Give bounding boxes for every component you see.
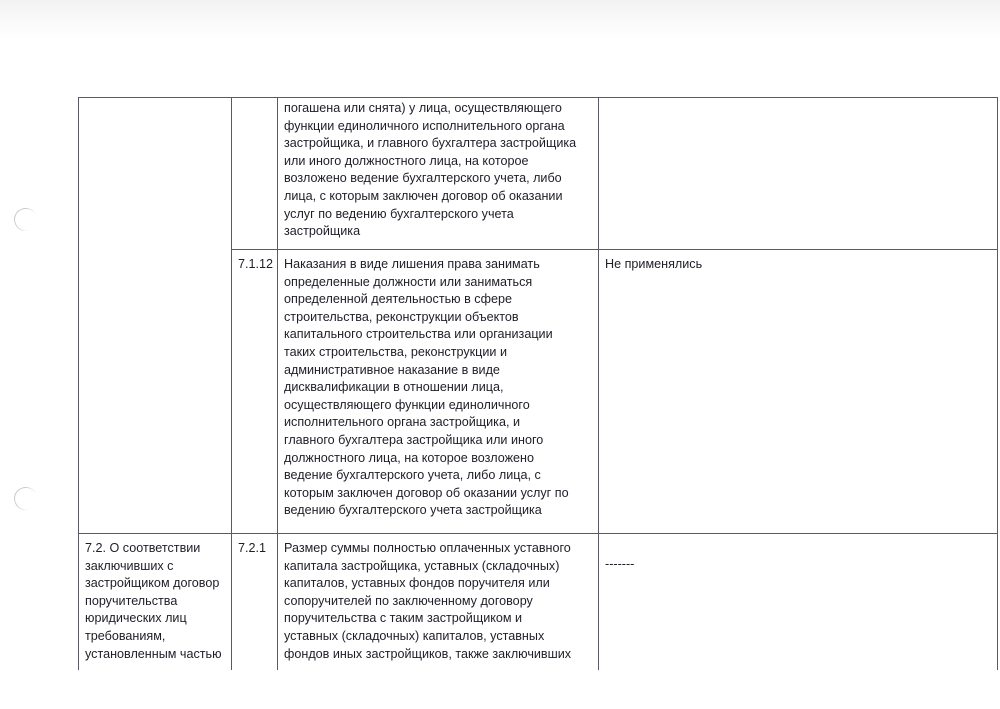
item-value [599,98,997,100]
item-number [232,98,277,100]
text-line: главного бухгалтера застройщика или иного [284,432,544,447]
text-line: Размер суммы полностью оплаченных уставного [284,541,571,555]
text-line: административное наказание в виде [284,362,500,377]
text-line: функции единоличного исполнительного органа [284,118,565,133]
item-value: Не применялись [605,257,703,271]
punch-hole-mark [11,205,40,234]
text-line: 7.2. О соответствии [85,541,201,555]
text-line: таких строительства, реконструкции и [284,344,507,359]
text-line: заключивших с [85,558,174,573]
section-cell-empty [79,98,232,534]
item-value-cell [599,250,998,534]
text-line: услуг по ведению бухгалтерского учета [284,206,514,221]
item-value-cell [599,534,998,670]
text-line: фондов иных застройщиков, также заключивших [284,646,572,661]
text-line: застройщика, и главного бухгалтера застройщика [284,136,577,151]
document-table [78,97,998,670]
text-line: ведению бухгалтерского учета застройщика [284,503,542,518]
text-line: определенные должности или заниматься [284,274,533,289]
text-line: лица, с которым заключен договор об оказании [284,188,563,203]
text-line: осуществляющего функции единоличного [284,397,530,412]
item-description [278,534,598,663]
text-line: определенной деятельностью в сфере [284,292,512,307]
text-line: капитала застройщика, уставных (складочных) [284,558,560,573]
scan-shadow [0,0,1000,40]
item-number: 7.2.1 [238,541,267,555]
section-cell [79,534,232,670]
text-line: строительства, реконструкции объектов [284,309,519,324]
item-description-cell [278,250,599,534]
item-number-cell [232,534,278,670]
text-line: исполнительного органа застройщика, и [284,415,521,430]
text-line: сопоручителей по заключенному договору [284,593,533,608]
text-line: должностного лица, на которое возложено [284,450,535,465]
item-value: ------- [605,557,635,571]
item-description [278,250,598,520]
text-line: поручительства с таким застройщиком и [284,611,523,626]
item-value-cell [599,98,998,250]
item-number-cell [232,98,278,250]
text-line: дисквалификации в отношении лица, [284,380,504,395]
text-line: капитального строительства или организации [284,327,553,342]
item-description-cell [278,98,599,250]
text-line: юридических лиц [85,611,187,626]
punch-hole-mark [11,484,40,513]
table-row [79,98,998,250]
text-line: или иного должностного лица, на которое [284,153,529,168]
text-line: поручительства [85,593,178,608]
text-line: возложено ведение бухгалтерского учета, либо [284,171,562,186]
table-row [79,534,998,670]
item-description [278,98,598,241]
text-line: застройщиком договор [85,576,220,591]
text-line: требованиям, [85,628,166,643]
text-line: застройщика [284,224,361,239]
item-number: 7.1.12 [238,257,274,271]
text-line: установленным частью [85,646,222,661]
text-line: которым заключен договор об оказании услуг по [284,485,569,500]
text-line: Наказания в виде лишения права занимать [284,257,540,271]
item-number-cell [232,250,278,534]
text-line: погашена или снята) у лица, осуществляющего [284,101,562,115]
item-description-cell [278,534,599,670]
text-line: уставных (складочных) капиталов, уставных [284,628,545,643]
text-line: ведение бухгалтерского учета, либо лица, с [284,468,541,483]
section-title [79,534,231,663]
text-line: капиталов, уставных фондов поручителя или [284,576,550,591]
